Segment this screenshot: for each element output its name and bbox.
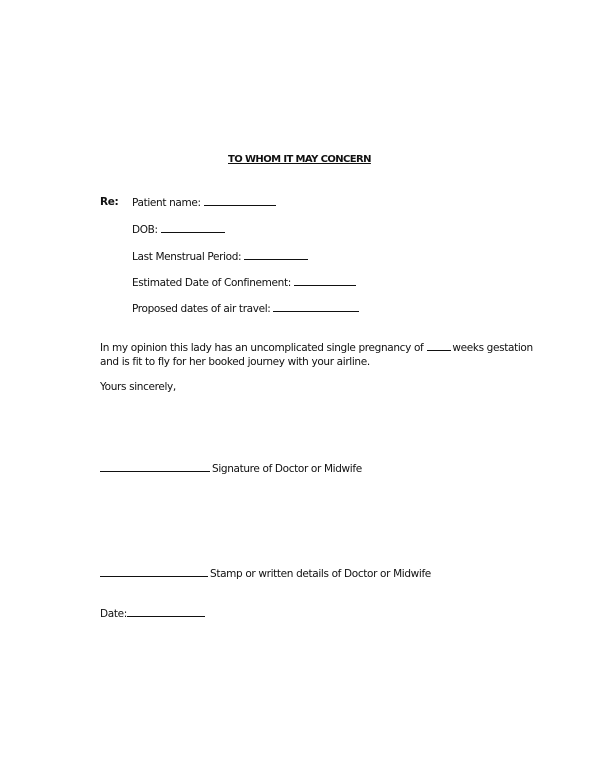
lmp-field [132,250,308,264]
signature-blank[interactable] [100,462,210,472]
edc-field [132,276,356,290]
opinion-paragraph [100,341,533,369]
opinion-line-1-start: In my opinion this lady has an uncomplicated single pregnancy of [100,342,424,354]
stamp-line [100,567,431,581]
date-label: Date: [100,608,127,620]
dob-label: DOB: [132,224,158,236]
edc-label: Estimated Date of Confinement: [132,277,291,289]
patient-name-label: Patient name: [132,197,201,209]
travel-dates-field [132,302,359,316]
date-line [100,607,205,621]
lmp-blank[interactable] [244,250,308,260]
signature-label: Signature of Doctor or Midwife [212,463,362,475]
weeks-blank[interactable] [427,341,451,351]
stamp-blank[interactable] [100,567,208,577]
re-label-text: Re: [100,196,119,208]
signature-line [100,462,362,476]
dob-blank[interactable] [161,223,225,233]
opinion-line-1-end: weeks gestation [452,342,533,354]
letter-title: TO WHOM IT MAY CONCERN [228,154,371,165]
opinion-line-1 [100,341,533,355]
lmp-label: Last Menstrual Period: [132,251,242,263]
opinion-line-2: and is fit to fly for her booked journey with your airline. [100,356,370,368]
patient-name-field [132,196,276,210]
edc-blank[interactable] [294,276,356,286]
date-blank[interactable] [127,607,205,617]
stamp-label: Stamp or written details of Doctor or Midwife [210,568,431,580]
travel-dates-label: Proposed dates of air travel: [132,303,271,315]
closing-text: Yours sincerely, [100,381,176,393]
re-label [100,196,118,209]
patient-name-blank[interactable] [204,196,276,206]
dob-field [132,223,225,237]
travel-dates-blank[interactable] [273,302,359,312]
